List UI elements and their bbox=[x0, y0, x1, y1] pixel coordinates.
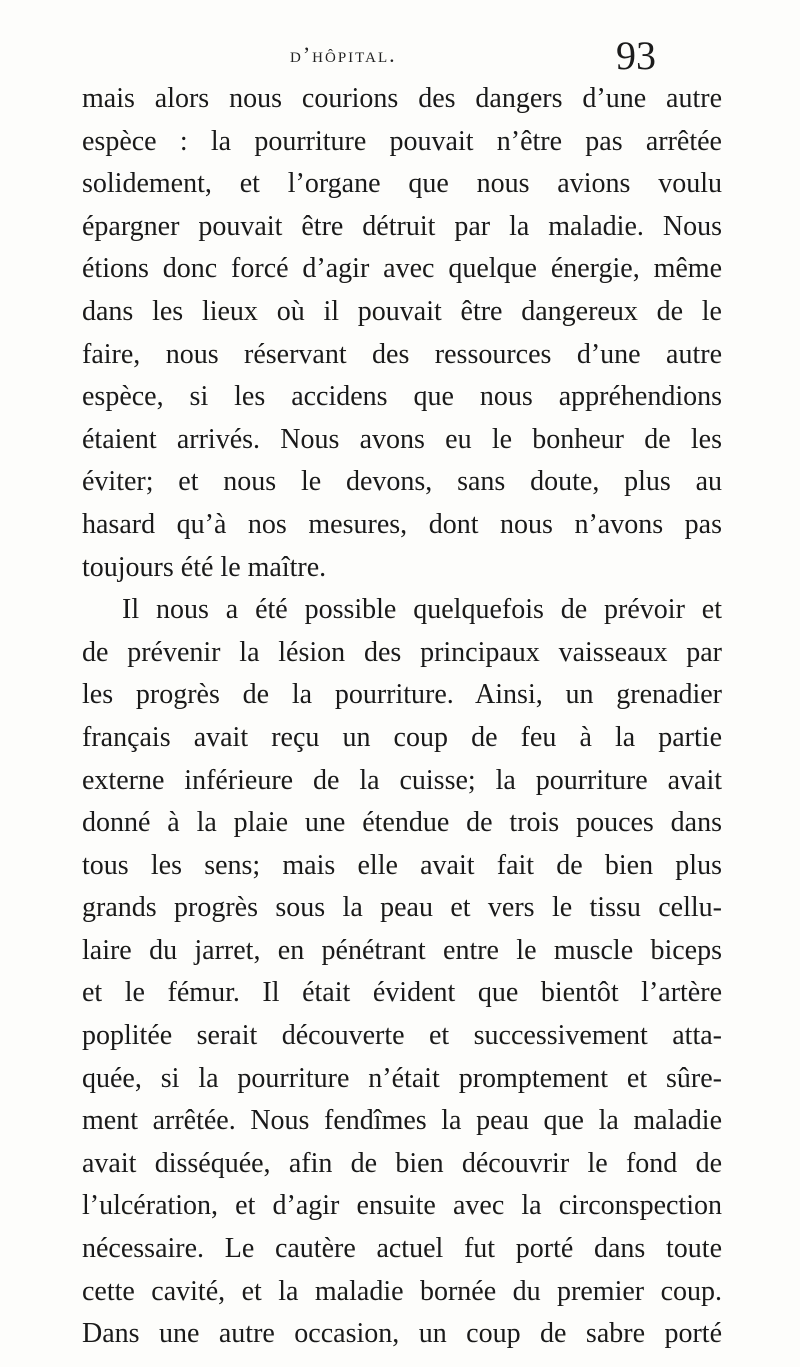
text-line: quée, si la pourriture n’était promptement et sûre- bbox=[82, 1062, 722, 1094]
text-line: dans les lieux où il pouvait être dangereux de le bbox=[82, 295, 722, 327]
text-line: externe inférieure de la cuisse; la pourriture avait bbox=[82, 764, 722, 796]
text-line: éviter; et nous le devons, sans doute, plus au bbox=[82, 466, 722, 498]
text-line: étaient arrivés. Nous avons eu le bonheur de les bbox=[82, 423, 722, 455]
text-line: de prévenir la lésion des principaux vaisseaux par bbox=[82, 636, 722, 668]
text-line: avait disséquée, afin de bien découvrir le fond de bbox=[82, 1147, 722, 1179]
text-line: laire du jarret, en pénétrant entre le muscle biceps bbox=[82, 934, 722, 966]
running-title: d’hôpital. bbox=[290, 42, 397, 67]
text-line: mais alors nous courions des dangers d’une autre bbox=[82, 83, 722, 114]
text-line: poplitée serait découverte et successivement atta- bbox=[82, 1020, 722, 1052]
text-line: solidement, et l’organe que nous avions voulu bbox=[82, 168, 722, 200]
text-line: étions donc forcé d’agir avec quelque énergie, même bbox=[82, 253, 722, 285]
text-line: faire, nous réservant des ressources d’une autre bbox=[82, 338, 722, 370]
text-line: les progrès de la pourriture. Ainsi, un grenadier bbox=[82, 679, 722, 711]
text-line: cette cavité, et la maladie bornée du premier coup. bbox=[82, 1275, 722, 1307]
text-line: toujours été le maître. bbox=[82, 551, 327, 583]
text-line: Dans une autre occasion, un coup de sabre porté bbox=[82, 1318, 722, 1350]
text-line: espèce : la pourriture pouvait n’être pas arrêtée bbox=[82, 125, 722, 157]
text-line: l’ulcération, et d’agir ensuite avec la circonspection bbox=[82, 1190, 722, 1222]
text-line: ment arrêtée. Nous fendîmes la peau que la maladie bbox=[82, 1105, 722, 1137]
text-line: nécessaire. Le cautère actuel fut porté dans toute bbox=[82, 1233, 722, 1265]
text-line: Il nous a été possible quelquefois de prévoir et bbox=[122, 594, 722, 626]
text-line: hasard qu’à nos mesures, dont nous n’avons pas bbox=[82, 508, 722, 540]
text-line: donné à la plaie une étendue de trois pouces dans bbox=[82, 807, 722, 839]
text-line: tous les sens; mais elle avait fait de bien plus bbox=[82, 849, 722, 881]
page-number: 93 bbox=[616, 33, 656, 78]
body-text bbox=[82, 78, 722, 1356]
text-line: épargner pouvait être détruit par la maladie. Nous bbox=[82, 210, 722, 242]
text-line: espèce, si les accidens que nous appréhendions bbox=[82, 381, 722, 413]
text-line: grands progrès sous la peau et vers le tissu cellu- bbox=[82, 892, 722, 924]
text-line: et le fémur. Il était évident que bientôt l’artère bbox=[82, 977, 722, 1009]
text-line: français avait reçu un coup de feu à la partie bbox=[82, 721, 722, 753]
